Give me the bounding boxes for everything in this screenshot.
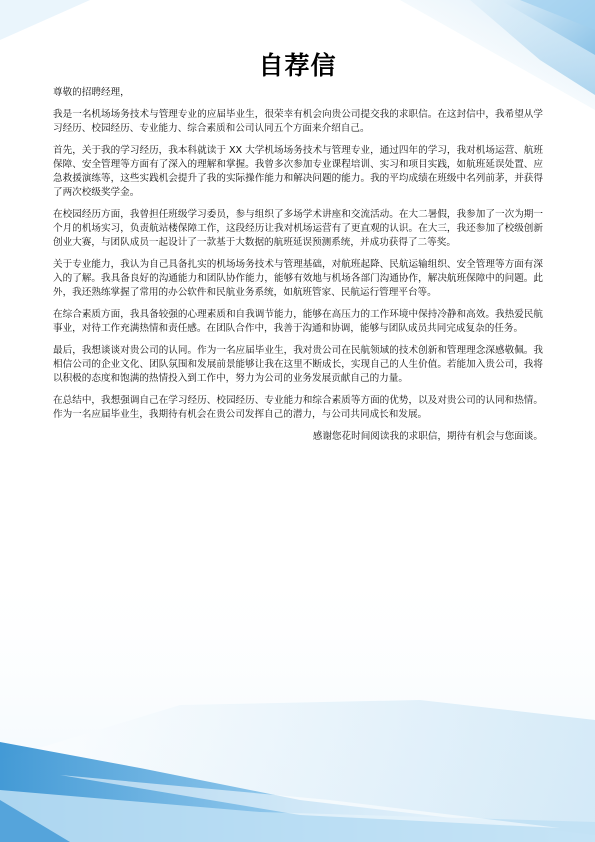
letter-body: [53, 86, 543, 444]
paragraph-skills: 关于专业能力，我认为自己具备扎实的机场场务技术与管理基础，对航班起降、民航运输组织、安全管理等方面有深入的了解。我具备良好的沟通能力和团队协作能力，能够有效地与机场各部门沟通协作，解决航班保障中的问题。此外，我还熟练掌握了常用的办公软件和民航业务系统，如航班管家、民航运行管理平台等。: [53, 259, 543, 298]
letter-title: 自荐信: [258, 51, 337, 80]
paragraph-qualities: 在综合素质方面，我具备较强的心理素质和自我调节能力，能够在高压力的工作环境中保持冷静和高效。我热爱民航事业，对待工作充满热情和责任感。在团队合作中，我善于沟通和协调，能够与团队成员共同完成复杂的任务。: [53, 309, 543, 334]
paragraph-summary: 在总结中，我想强调自己在学习经历、校园经历、专业能力和综合素质等方面的优势，以及对贵公司的认同和热情。作为一名应届毕业生，我期待有机会在贵公司发挥自己的潜力，与公司共同成长和发展。: [53, 395, 543, 420]
letter-greeting: 尊敬的招聘经理，: [53, 87, 130, 98]
paragraph-campus: 在校园经历方面，我曾担任班级学习委员，参与组织了多场学术讲座和交流活动。在大二暑假，我参加了一次为期一个月的机场实习，负责航站楼保障工作，这段经历让我对机场运营有了更直观的认识。在大三，我还参加了校级创新创业大赛，与团队成员一起设计了一款基于大数据的航班延误预测系统，并成功获得了二等奖。: [53, 209, 543, 248]
paragraph-intro: 我是一名机场场务技术与管理专业的应届毕业生，很荣幸有机会向贵公司提交我的求职信。在这封信中，我希望从学习经历、校园经历、专业能力、综合素质和公司认同五个方面来介绍自己。: [53, 109, 543, 134]
letter-closing: 感谢您花时间阅读我的求职信，期待有机会与您面谈。: [312, 431, 543, 442]
paragraph-company: 最后，我想谈谈对贵公司的认同。作为一名应届毕业生，我对贵公司在民航领域的技术创新和管理理念深感敬佩。我相信公司的企业文化、团队氛围和发展前景能够让我在这里不断成长，实现自己的人生价值。若能加入贵公司，我将以积极的态度和饱满的热情投入到工作中，努力为公司的业务发展贡献自己的力量。: [53, 345, 543, 384]
paragraph-study: 首先，关于我的学习经历，我本科就读于 XX 大学机场场务技术与管理专业，通过四年的学习，我对机场运营、航班保障、安全管理等方面有了深入的理解和掌握。我曾多次参加专业课程培训、实习和项目实践，如航班延误处置、应急救援演练等，这些实践机会提升了我的实际操作能力和解决问题的能力。我的平均成绩在班级中名列前茅，并获得了两次校级奖学金。: [53, 145, 543, 198]
